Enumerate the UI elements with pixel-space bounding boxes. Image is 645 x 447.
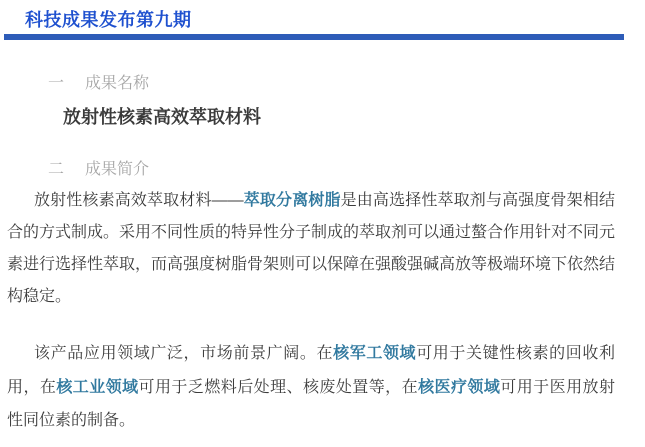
highlighted-term: 核工业领域 (56, 378, 139, 396)
intro-paragraph-1 (7, 185, 615, 313)
section-label: 成果简介 (85, 161, 150, 178)
section-heading-intro (48, 156, 149, 179)
section-label: 成果名称 (85, 75, 150, 92)
paragraph-text: 可用于医用放射性同位素的制备。 (7, 378, 615, 429)
achievement-name: 放射性核素高效萃取材料 (63, 107, 261, 127)
highlighted-term: 核军工领域 (333, 345, 417, 362)
paragraph-text: 放射性核素高效萃取材料—— (34, 192, 244, 209)
highlighted-term: 核医疗领域 (418, 378, 501, 396)
paragraph-text: 可用于乏燃料后处理、核废处置等，在 (138, 378, 419, 396)
paragraph-text: 该产品应用领域广泛，市场前景广阔。在 (34, 345, 334, 362)
paragraph-text: 是由高选择性萃取剂与高强度骨架相结合的方式制成。采用不同性质的特异性分子制成的萃取剂可以通过螯合作用针对不同元素进行选择性萃取，而高强度树脂骨架则可以保障在强酸强碱高放等极端环境下依然结构稳定。 (7, 192, 616, 305)
section-marker: 一 (48, 75, 65, 92)
highlighted-term: 萃取分离树脂 (243, 192, 341, 209)
page-title: 科技成果发布第九期 (25, 10, 192, 30)
header-divider-line (4, 34, 624, 40)
paragraph-text: 可用于关键性核素的回收利用，在 (7, 345, 615, 396)
section-marker: 二 (48, 161, 65, 178)
section-heading-name (48, 70, 149, 93)
intro-paragraph-2 (7, 337, 615, 438)
